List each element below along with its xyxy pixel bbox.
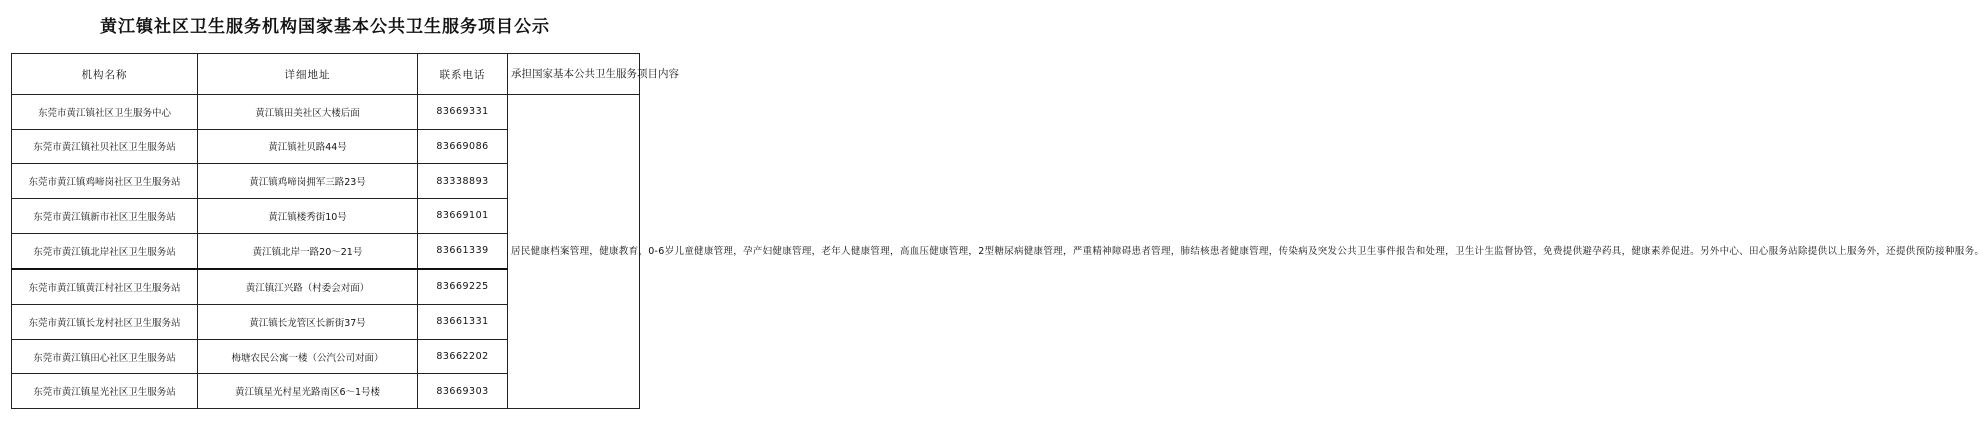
institution-phone: 83662202	[418, 339, 508, 374]
institution-phone: 83669331	[418, 95, 508, 130]
institution-phone: 83661339	[418, 233, 508, 269]
institution-name: 东莞市黄江镇社贝社区卫生服务站	[12, 129, 198, 164]
institution-address: 黄江镇星光村星光路南区6～1号楼	[198, 374, 418, 409]
service-table	[11, 53, 1984, 409]
institution-phone: 83669101	[418, 198, 508, 233]
services-content: 居民健康档案管理，健康教育，0-6岁儿童健康管理，孕产妇健康管理，老年人健康管理，高血压健康管理，2型糖尿病健康管理，严重精神障碍患者管理，肺结核患者健康管理，传染病及突发公共卫生事件报告和处理，卫生计生监督协管，免费提供避孕药具，健康素养促进。另外中心、田心服务站除提供以上服务外，还提供预防接种服务。	[508, 95, 640, 409]
institution-address: 黄江镇社贝路44号	[198, 129, 418, 164]
institution-phone: 83669225	[418, 269, 508, 305]
header-name: 机构名称	[12, 54, 198, 95]
header-services: 承担国家基本公共卫生服务项目内容	[508, 54, 640, 95]
header-phone: 联系电话	[418, 54, 508, 95]
institution-phone: 83669086	[418, 129, 508, 164]
institution-name: 东莞市黄江镇田心社区卫生服务站	[12, 339, 198, 374]
institution-name: 东莞市黄江镇北岸社区卫生服务站	[12, 233, 198, 269]
institution-phone: 83661331	[418, 305, 508, 340]
institution-address: 黄江镇田美社区大楼后面	[198, 95, 418, 130]
institution-address: 黄江镇长龙管区长新街37号	[198, 305, 418, 340]
page-title: 黄江镇社区卫生服务机构国家基本公共卫生服务项目公示	[100, 17, 550, 37]
header-address: 详细地址	[198, 54, 418, 95]
institution-name: 东莞市黄江镇鸡啼岗社区卫生服务站	[12, 164, 198, 199]
institution-address: 黄江镇北岸一路20～21号	[198, 233, 418, 269]
institution-address: 黄江镇楼秀街10号	[198, 198, 418, 233]
institution-name: 东莞市黄江镇新市社区卫生服务站	[12, 198, 198, 233]
institution-phone: 83669303	[418, 374, 508, 409]
institution-address: 黄江镇江兴路（村委会对面）	[198, 269, 418, 305]
institution-address: 黄江镇鸡啼岗拥军三路23号	[198, 164, 418, 199]
institution-name: 东莞市黄江镇长龙村社区卫生服务站	[12, 305, 198, 340]
institution-name: 东莞市黄江镇黄江村社区卫生服务站	[12, 269, 198, 305]
institution-phone: 83338893	[418, 164, 508, 199]
institution-name: 东莞市黄江镇社区卫生服务中心	[12, 95, 198, 130]
institution-address: 梅塘农民公寓一楼（公汽公司对面）	[198, 339, 418, 374]
institution-name: 东莞市黄江镇星光社区卫生服务站	[12, 374, 198, 409]
table-row	[12, 95, 640, 130]
